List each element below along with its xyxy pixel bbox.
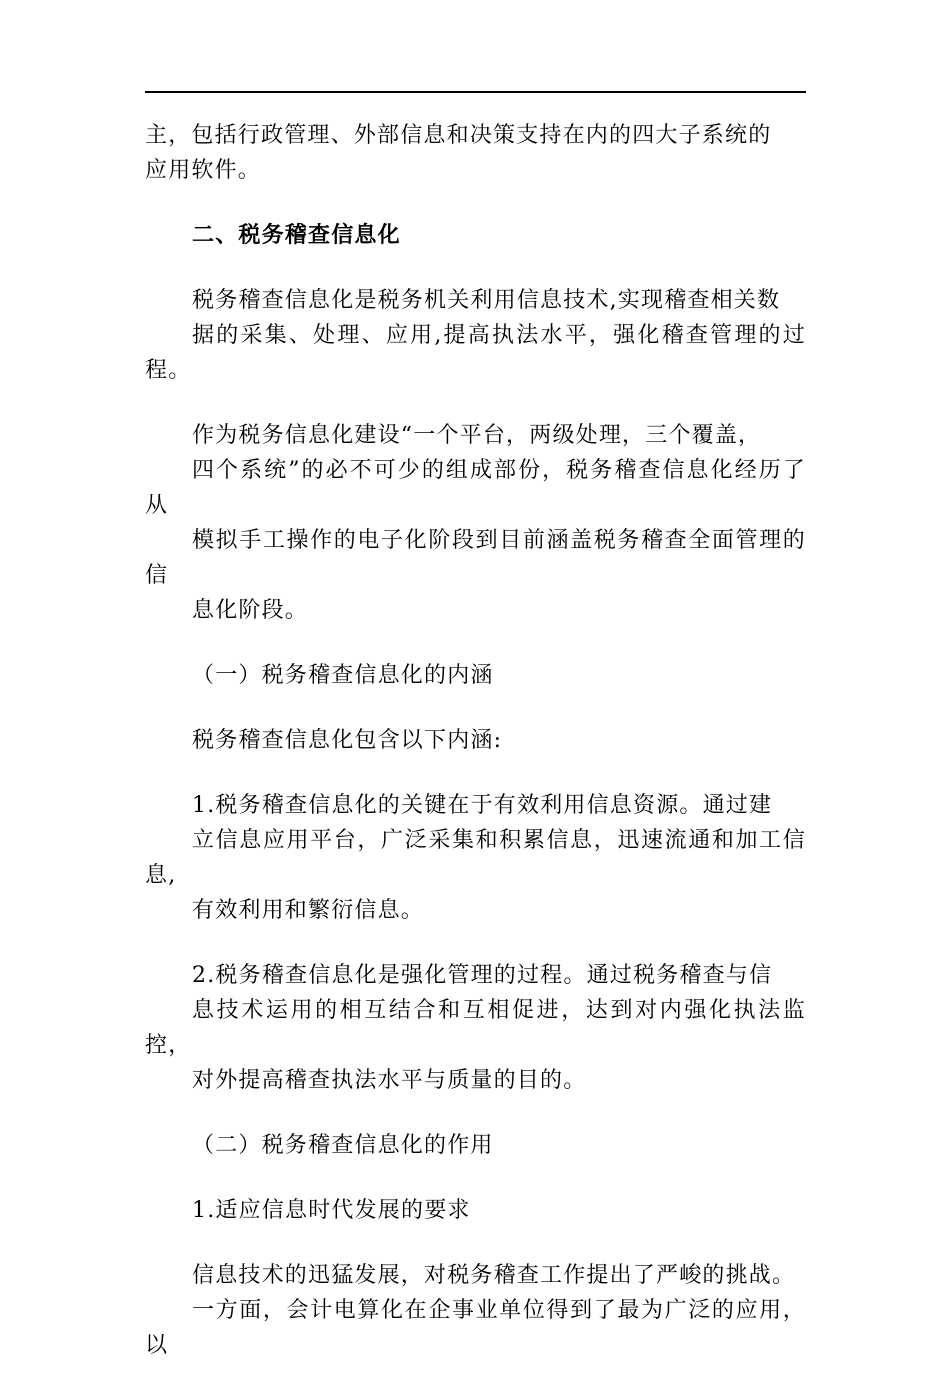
text-line: 四个系统”的必不可少的组成部份，税务稽查信息化经历了从 (145, 458, 806, 518)
text-line: 信息技术的迅猛发展，对税务稽查工作提出了严峻的挑战。 (192, 1263, 796, 1288)
text-line: 据的采集、处理、应用,提高执法水平，强化稽查管理的过程。 (145, 323, 806, 383)
text-line: 税务稽查信息化是税务机关利用信息技术,实现稽查相关数 (192, 288, 781, 313)
document-body (145, 118, 806, 1393)
text-line: 1.适应信息时代发展的要求 (192, 1198, 471, 1223)
text-line: 对外提高稽查执法水平与质量的目的。 (192, 1068, 587, 1093)
text-line: 息化阶段。 (192, 598, 309, 623)
text-line: 模拟手工操作的电子化阶段到目前涵盖税务稽查全面管理的信 (145, 528, 806, 588)
paragraph (145, 958, 806, 1098)
header-rule (145, 91, 806, 93)
text-line: 有效利用和繁衍信息。 (192, 898, 425, 923)
paragraph (145, 723, 806, 758)
paragraph (145, 788, 806, 928)
text-line: （一）税务稽查信息化的内涵 (192, 663, 494, 688)
text-line: 作为税务信息化建设“一个平台，两级处理，三个覆盖， (192, 423, 762, 448)
paragraph (145, 418, 806, 628)
paragraph (145, 1128, 806, 1163)
paragraph (145, 118, 806, 188)
text-line: 税务稽查信息化包含以下内涵: (192, 728, 503, 753)
text-line: 2.税务稽查信息化是强化管理的过程。通过税务稽查与信 (192, 963, 773, 988)
text-line: 应用软件。 (145, 158, 262, 183)
paragraph (145, 283, 806, 388)
text-line: （二）税务稽查信息化的作用 (192, 1133, 494, 1158)
text-line: 一方面，会计电算化在企事业单位得到了最为广泛的应用，以 (145, 1298, 806, 1358)
section-heading (145, 218, 806, 253)
text-line: 二、税务稽查信息化 (192, 223, 401, 248)
text-line: 1.税务稽查信息化的关键在于有效利用信息资源。通过建 (192, 793, 773, 818)
text-line: 立信息应用平台，广泛采集和积累信息，迅速流通和加工信息, (145, 828, 806, 888)
paragraph (145, 1258, 806, 1363)
text-line: 息技术运用的相互结合和互相促进，达到对内强化执法监控， (145, 998, 806, 1058)
text-line: 主，包括行政管理、外部信息和决策支持在内的四大子系统的 (145, 123, 772, 148)
paragraph (145, 1193, 806, 1228)
paragraph (145, 658, 806, 693)
